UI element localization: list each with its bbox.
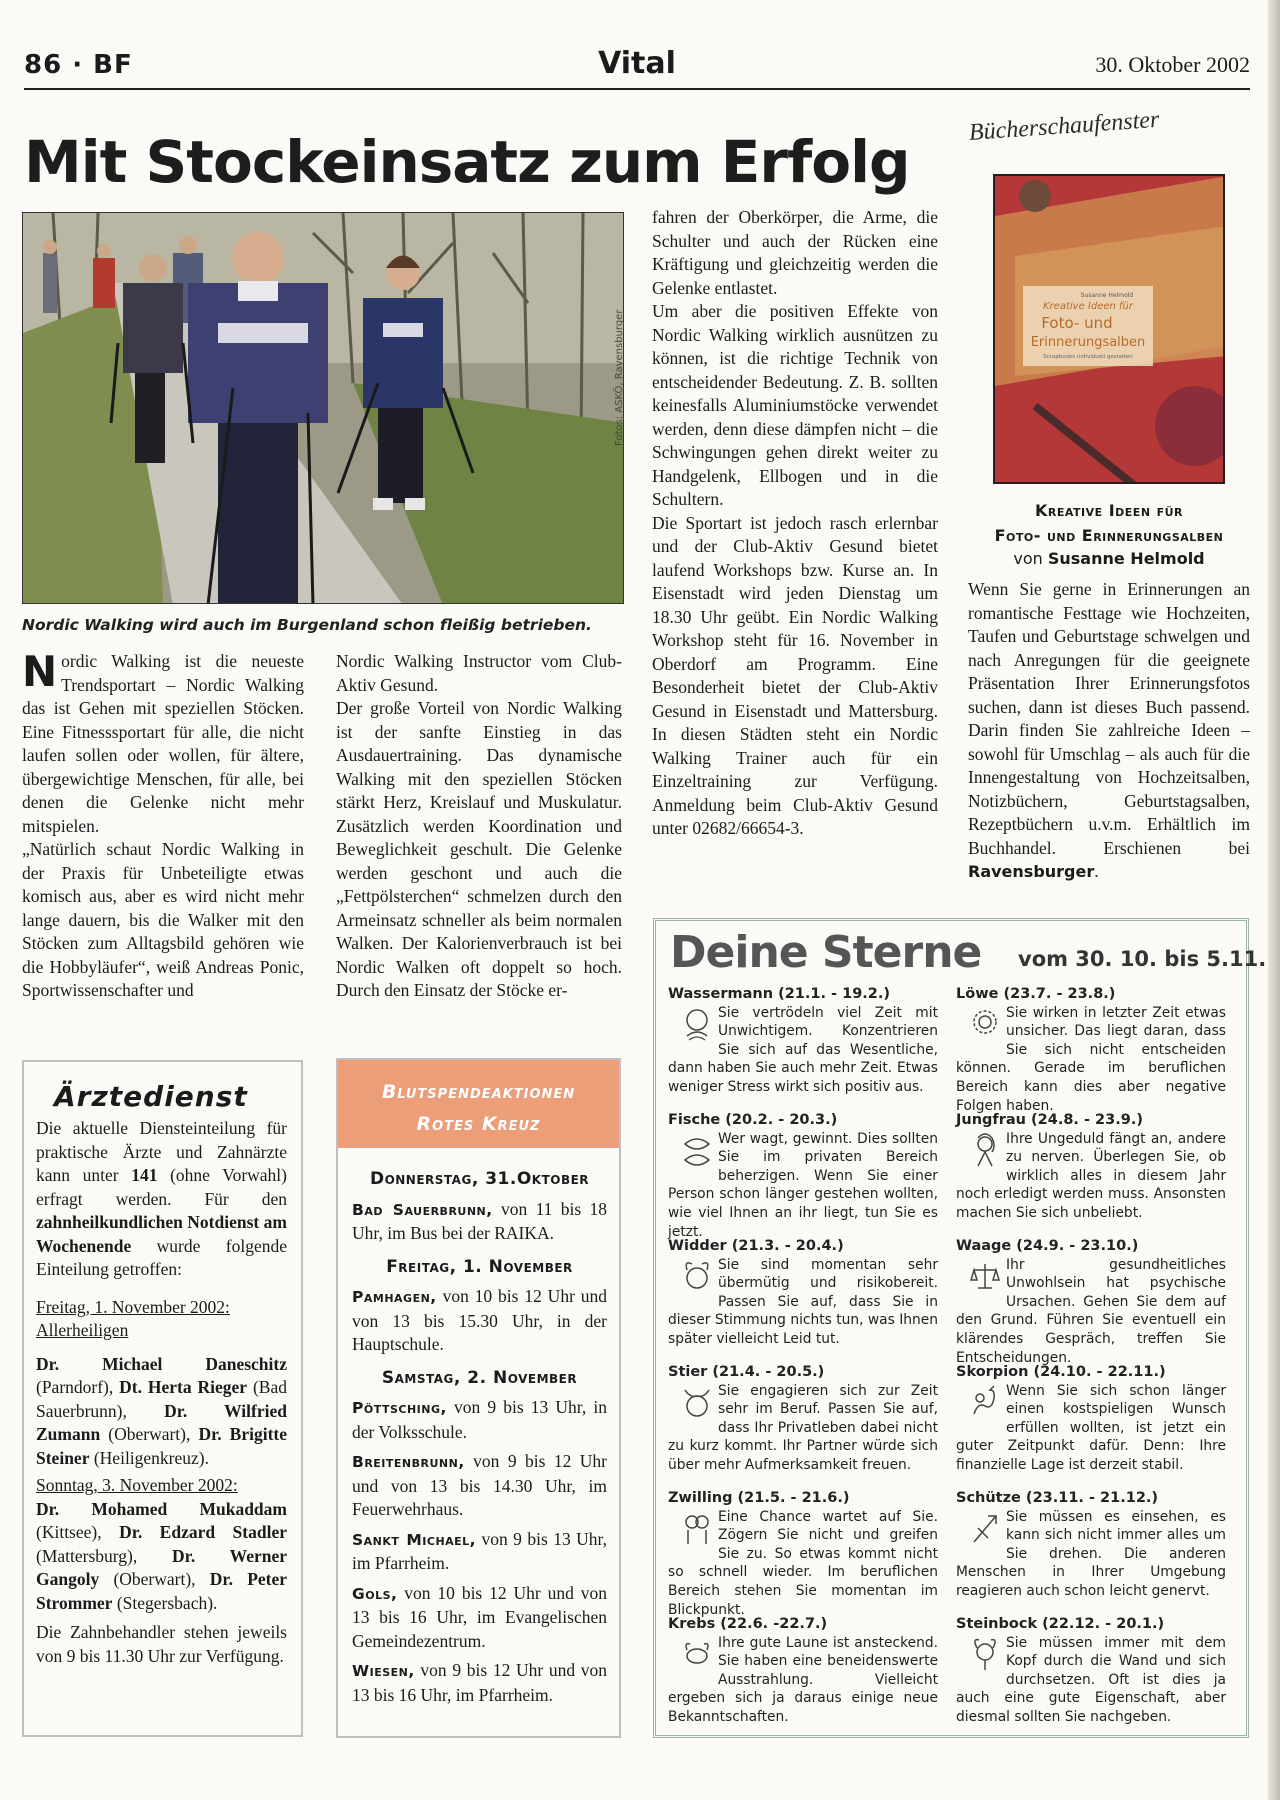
doctor-list-1 [36, 1353, 287, 1471]
doctor-place: (Stegersbach). [116, 1592, 218, 1613]
book-cover [993, 174, 1225, 484]
cover-subtitle: Scrapbooks individuell gestalten [1043, 354, 1133, 360]
day-heading-date: Sonntag, 3. November 2002: [36, 1475, 238, 1495]
sign-name: Fische (20.2. - 20.3.) [668, 1112, 838, 1128]
article-lead: ordic Walking ist die neueste Trendsportart – Nordic Walking das ist Gehen mit speziellen Stöcken. Eine Fitnesssportart für alle, die nicht laufen sollen oder wollen, für ältere, übergewichtige Menschen, für alle, bei denen die Gelenke nicht mehr mitspielen. [22, 651, 304, 836]
book-title [970, 498, 1248, 548]
sign-text: Ihr gesundheitliches Unwohlsein hat psychische Ursachen. Gehen Sie dem auf den Grund. Führen Sie eventuell ein klärendes Gespräch, treffen Sie Entscheidungen. [956, 1256, 1226, 1366]
day-heading-1 [36, 1296, 287, 1343]
event-details: von 9 bis 13 Uhr, im Pfarrheim. [352, 1528, 607, 1573]
aerztedienst-intro [36, 1117, 287, 1282]
page-edge [1268, 0, 1280, 1800]
aerztedienst-box [22, 1060, 303, 1737]
sign-text: Ihre gute Laune ist ansteckend. Sie haben eine beneidenswerte Ausstrahlung. Vielleicht ergeben sich ja daraus einige neue Bekanntschaften. [668, 1634, 938, 1725]
issue-date: 30. Oktober 2002 [1095, 52, 1250, 77]
doctor-name: Dr. Edzard Stadler [119, 1522, 287, 1542]
doctor-place: (Kittsee), [36, 1522, 102, 1542]
capricorn-icon [970, 1636, 1000, 1674]
event-details: von 9 bis 12 Uhr und von 13 bis 16 Uhr, im Pfarrheim. [352, 1660, 608, 1705]
doctor-place: (Bad Sauerbrunn), [36, 1377, 288, 1421]
blutspende-heading-line-1: Blutspendeaktionen [381, 1081, 576, 1103]
doctor-name: Dr. Werner Gangoly [36, 1545, 287, 1589]
sign-text: Sie sind momentan sehr übermütig und risikobereit. Passen Sie auf, dass Sie in dieser Stimmung nichts tun, was Ihnen später vielleicht Leid tut. [668, 1256, 938, 1347]
book-review-end: . [1094, 861, 1099, 881]
aerztedienst-footer: Die Zahnbehandler stehen jeweils von 9 bis 11.30 Uhr zur Verfügung. [36, 1622, 287, 1666]
event-entry [352, 1528, 607, 1576]
nordic-walking-photo [22, 212, 624, 604]
event-entry [352, 1659, 607, 1707]
sign-aquarius [668, 985, 938, 1097]
cover-title-line-3: Erinnerungsalben [1030, 335, 1146, 350]
doctor-name: Dt. Herta Rieger [119, 1377, 248, 1397]
doctor-place: (Heiligenkreuz). [93, 1447, 209, 1468]
aerztedienst-body [24, 1117, 301, 1668]
libra-icon [970, 1258, 1000, 1296]
sign-text: Wer wagt, gewinnt. Dies sollten Sie im privaten Bereich beherzigen. Wenn Sie einer Person schon länger gestehen wollten, wie viel Ihnen an ihr liegt, tun Sie es jetzt. [668, 1130, 938, 1240]
doctor-place: (Mattersburg), [36, 1545, 138, 1566]
day-heading: Freitag, 1. November [386, 1256, 573, 1277]
doctor-place: (Oberwart), [113, 1569, 196, 1589]
event-details: von 10 bis 12 Uhr und von 13 bis 15.30 Uhr, in der Hauptschule. [352, 1286, 608, 1354]
event-place: Gols, [352, 1584, 398, 1603]
sign-name: Steinbock (22.12. - 20.1.) [956, 1616, 1165, 1632]
sign-text: Wenn Sie sich schon länger einen kostspieligen Wunsch erfüllen wollten, ist jetzt ein guter Zeitpunkt dafür. Denn: Ihre finanzielle Lage ist derzeit stabil. [956, 1382, 1226, 1473]
doctor-place: (Parndorf), [36, 1377, 114, 1397]
sign-text: Sie müssen es einsehen, es kann sich nicht immer alles um Sie drehen. Die anderen Menschen in Ihrer Umgebung reagieren auch schon leicht genervt. [956, 1508, 1226, 1599]
horoscope-title: Deine Sterne [670, 927, 982, 978]
sign-text: Eine Chance wartet auf Sie. Zögern Sie nicht und greifen Sie zu. So etwas kommt nicht so schnell wieder. Im beruflichen Bereich stehen Sie momentan im Blickpunkt. [668, 1508, 938, 1618]
sign-name: Schütze (23.11. - 21.12.) [956, 1490, 1159, 1506]
event-place: Bad Sauerbrunn, [352, 1200, 493, 1219]
doctor-name: Dr. Peter Strommer [36, 1569, 288, 1613]
page-number: 86 · BF [24, 50, 133, 80]
sign-virgo [956, 1111, 1226, 1223]
gemini-icon [682, 1510, 712, 1548]
sign-aries [668, 1237, 938, 1349]
sign-scorpio [956, 1363, 1226, 1475]
event-entry [352, 1396, 607, 1444]
article-title: Mit Stockeinsatz zum Erfolg [24, 128, 910, 196]
cancer-icon [682, 1636, 712, 1674]
sign-text: Sie engagieren sich zur Zeit sehr im Beruf. Passen Sie auf, dass Ihr Privatleben dabei nicht zu kurz kommt. Ihr Partner würde sich über mehr Aufmerksamkeit freuen. [668, 1382, 938, 1473]
sign-libra [956, 1237, 1226, 1367]
event-details: von 9 bis 13 Uhr, in der Volksschule. [352, 1397, 607, 1442]
event-details: von 10 bis 12 Uhr und von 13 bis 16 Uhr, im Evangelischen Gemeindezentrum. [352, 1582, 608, 1651]
sign-name: Skorpion (24.10. - 22.11.) [956, 1364, 1166, 1380]
sign-name: Waage (24.9. - 23.10.) [956, 1238, 1139, 1254]
event-place: Sankt Michael, [352, 1530, 477, 1549]
book-review [968, 578, 1250, 884]
doctor-name: Dr. Wilfried Zumann [36, 1400, 287, 1444]
doctor-name: Dr. Mohamed Mukaddam [36, 1498, 287, 1519]
cover-author: Susanne Helmold [1080, 292, 1134, 299]
pisces-icon [682, 1132, 712, 1170]
sign-name: Löwe (23.7. - 23.8.) [956, 986, 1116, 1002]
section-title: Vital [598, 46, 676, 81]
doctor-place: (Oberwart), [108, 1424, 191, 1444]
horoscope-box [653, 918, 1267, 1738]
article-paragraph: fahren der Oberkörper, die Arme, die Schulter und auch der Rücken eine Kräftigung und gleichzeitig werden die Gelenke entlastet. [652, 207, 938, 298]
sign-name: Stier (21.4. - 20.5.) [668, 1364, 825, 1380]
doctor-name: Dr. Brigitte Steiner [36, 1424, 288, 1468]
article-paragraph: Nordic Walking Instructor vom Club-Aktiv Gesund. [336, 651, 622, 695]
photo-caption: Nordic Walking wird auch im Burgenland schon fleißig betrieben. [22, 616, 592, 634]
virgo-icon [970, 1132, 1000, 1170]
sign-cancer [668, 1615, 938, 1727]
horoscope-range: vom 30. 10. bis 5.11. [1018, 947, 1267, 971]
event-entry [352, 1198, 607, 1246]
book-author-name: Susanne Helmold [1047, 549, 1205, 568]
intro-text: Die aktuelle Diensteinteilung für praktische Ärzte und Zahnärzte kann unter [36, 1118, 287, 1185]
taurus-icon [682, 1384, 712, 1422]
sign-leo [956, 985, 1226, 1115]
sign-name: Wassermann (21.1. - 19.2.) [668, 986, 891, 1002]
intro-text: (ohne Vorwahl) erfragt werden. Für den [36, 1165, 288, 1209]
event-place: Wiesen, [352, 1662, 415, 1680]
event-place: Breitenbrunn, [352, 1453, 465, 1471]
book-author [970, 549, 1248, 568]
aerztedienst-heading: Ärztedienst [54, 1080, 248, 1113]
scorpio-icon [970, 1384, 1000, 1422]
blutspende-body [338, 1148, 619, 1707]
sign-taurus [668, 1363, 938, 1475]
book-publisher: Ravensburger [968, 862, 1095, 881]
day-heading: Samstag, 2. November [381, 1367, 578, 1388]
cover-title-line-1: Kreative Ideen für [1043, 301, 1133, 312]
book-author-prefix: von [1013, 549, 1043, 568]
sign-sagittarius [956, 1489, 1226, 1601]
page-header [24, 44, 1250, 90]
event-details: von 11 bis 18 Uhr, im Bus bei der RAIKA. [352, 1198, 607, 1243]
event-details: von 9 bis 12 Uhr und von 13 bis 14.30 Uhr, im Feuerwehrhaus. [352, 1451, 608, 1519]
article-paragraph: Der große Vorteil von Nordic Walking ist der sanfte Einstieg in das Ausdauertraining. Das dynamische Walking mit den speziellen Stöcken stärkt Herz, Kreislauf und Muskulatur. Zusätzlich werden Koordination und Beweglichkeit geschult. Die Gelenke werden geschont und auch die „Fettpölsterchen“ schmelzen durch den Armeinsatz schneller als beim normalen Walken. Der Kalorienverbrauch ist bei Nordic Walken oft doppelt so hoch. Durch den Einsatz der Stöcke er- [336, 698, 622, 1000]
event-place: Pöttsching, [352, 1399, 447, 1417]
article-paragraph: Die Sportart ist jedoch rasch erlernbar und der Club-Aktiv Gesund bietet laufend Workshops bzw. Kurse an. In Eisenstadt wird jeden Dienstag um 18.30 Uhr geübt. Ein Nordic Walking Workshop steht für 16. November in Oberdorf am Programm. Eine Besonderheit bietet der Club-Aktiv Gesund in Eisenstadt und Mattersburg. In diesen Städten steht ein Nordic Walking Trainer auch für ein Einzeltraining zur Verfügung. Anmeldung beim Club-Aktiv Gesund unter 02682/66654-3. [652, 512, 938, 838]
event-entry [352, 1450, 607, 1522]
article-paragraph: „Natürlich schaut Nordic Walking in der Praxis für Unbeteiligte etwas komisch aus, aber es wird nicht mehr lange dauern, bis die Walker mit den Stöcken zum Alltagsbild gehören wie die Hobbyläufer“, weiß Andreas Ponic, Sportwissenschafter und [22, 839, 304, 1000]
sign-name: Jungfrau (24.8. - 23.9.) [956, 1112, 1143, 1128]
blutspende-heading [338, 1060, 619, 1148]
event-entry [352, 1582, 607, 1654]
sign-capricorn [956, 1615, 1226, 1727]
photo-credit: Fotos: ASKÖ, Ravensburger [614, 309, 625, 446]
day-heading: Donnerstag, 31.Oktober [369, 1169, 590, 1189]
article-column-1 [22, 647, 304, 1003]
cover-title-line-2: Foto- und [1041, 314, 1113, 332]
sign-pisces [668, 1111, 938, 1241]
sign-name: Widder (21.3. - 20.4.) [668, 1238, 844, 1254]
sign-name: Zwilling (21.5. - 21.6.) [668, 1490, 850, 1506]
leo-icon [970, 1006, 1000, 1044]
day-heading-date: Freitag, 1. November 2002: [36, 1296, 230, 1317]
event-entry [352, 1285, 607, 1357]
book-review-text: Wenn Sie gerne in Erinnerungen an romantische Festtage wie Hochzeiten, Taufen und Geburtstage schwelgen und nach Anregungen für die geeignete Präsentation Ihrer Erinnerungsfotos suchen, dann ist dieses Buch passend. Darin finden Sie zahlreiche Ideen – sowohl für Umschlag – als auch für die Innengestaltung von Hochzeitsalben, Notizbüchern, Geburtstagsalben, Rezeptbüchern u.v.m. Erhältlich im Buchhandel. Erschienen bei [968, 579, 1250, 858]
article-column-3 [652, 206, 938, 841]
book-title-line-2: Foto- und Erinnerungsalben [994, 526, 1224, 545]
drop-cap: N [22, 647, 58, 696]
day-heading-2 [36, 1474, 287, 1498]
blutspende-box [336, 1058, 621, 1738]
day-heading-holiday: Allerheiligen [36, 1320, 129, 1340]
doctor-list-2 [36, 1498, 287, 1616]
aries-icon [682, 1258, 712, 1296]
book-title-line-1: Kreative Ideen für [1034, 501, 1184, 520]
sign-text: Sie müssen immer mit dem Kopf durch die Wand und sich durchsetzen. Oft ist dies ja auch eine gute Eigenschaft, aber diesmal sollten Sie nachgeben. [956, 1634, 1226, 1725]
sign-gemini [668, 1489, 938, 1619]
intro-bold: zahnheilkundlichen Notdienst am Wochenende [36, 1212, 287, 1256]
intro-text: wurde folgende Einteilung getroffen: [36, 1235, 287, 1279]
article-paragraph: Um aber die positiven Effekte von Nordic Walking wirklich ausnützen zu können, ist die richtige Technik von entscheidender Bedeutung. Z. B. sollten keinesfalls Aluminiumstöcke verwendet werden, denn diese dämpfen nicht – die Schwingungen gehen direkt weiter zu Handgelenk, Ellbogen und in die Schultern. [652, 301, 938, 509]
sign-name: Krebs (22.6. -22.7.) [668, 1616, 828, 1632]
blutspende-heading-line-2: Rotes Kreuz [416, 1113, 541, 1135]
phone-number: 141 [131, 1165, 158, 1185]
event-place: Pamhagen, [352, 1288, 437, 1306]
aquarius-icon [682, 1006, 712, 1044]
sign-text: Ihre Ungeduld fängt an, andere zu nerven. Überlegen Sie, ob wirklich alles in diesem Jahr noch erledigt werden muss. Ansonsten machen Sie sich unbeliebt. [956, 1130, 1226, 1221]
sign-text: Sie vertrödeln viel Zeit mit Unwichtigem. Konzentrieren Sie sich auf das Wesentliche, dann haben Sie auch mehr Zeit. Etwas weniger Stress wirkt sich positiv aus. [668, 1004, 938, 1095]
sign-text: Sie wirken in letzter Zeit etwas unsicher. Das liegt daran, dass Sie sich nicht entscheiden können. Gerade im beruflichen Bereich kann dies aber negative Folgen haben. [956, 1004, 1226, 1114]
sagittarius-icon [970, 1510, 1000, 1548]
doctor-name: Dr. Michael Daneschitz [36, 1353, 287, 1374]
books-heading: Bücherschaufenster [968, 106, 1161, 147]
article-column-2 [336, 650, 622, 1003]
